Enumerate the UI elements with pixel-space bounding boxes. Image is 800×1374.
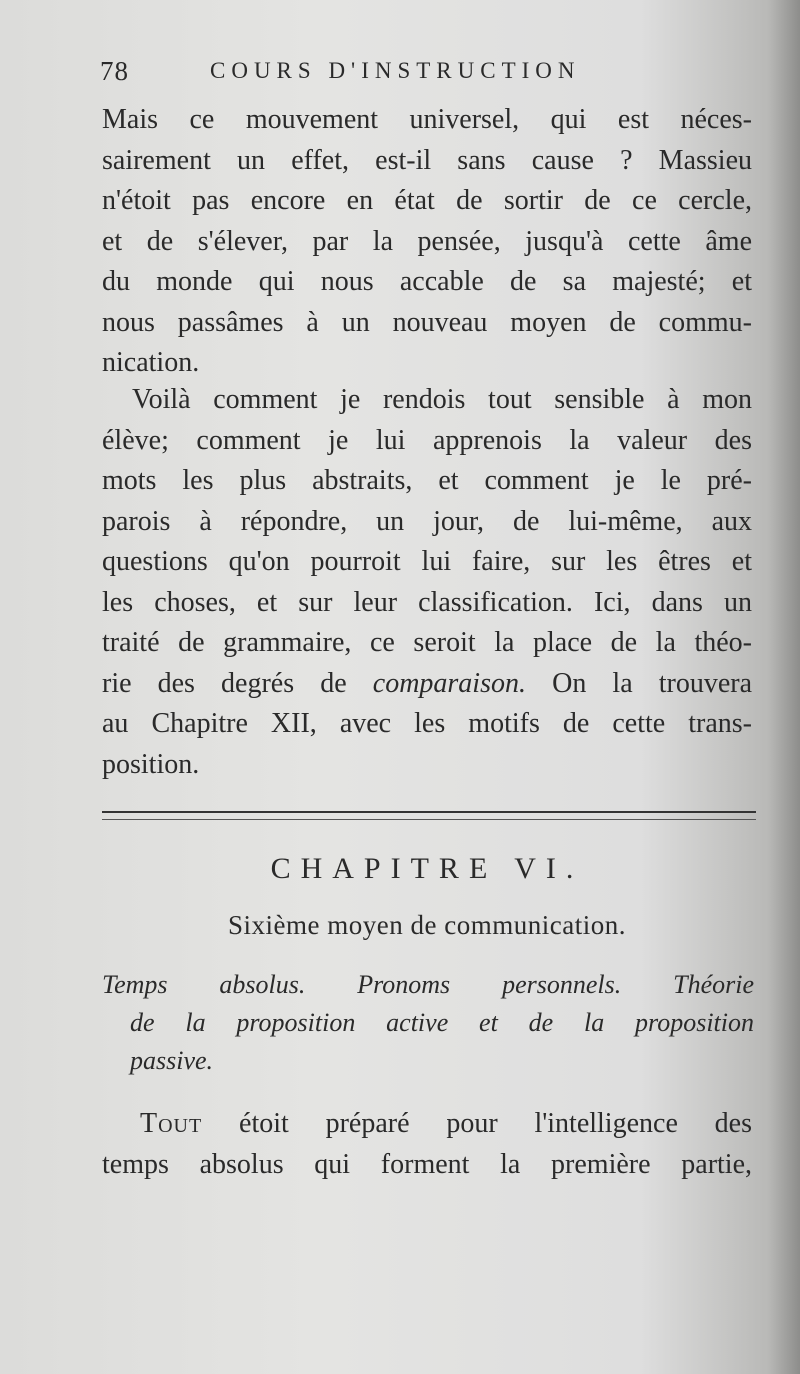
running-title: COURS D'INSTRUCTION	[210, 58, 581, 83]
text-line: élève; comment je lui apprenois la valeur des	[102, 424, 752, 456]
page-number: 78	[100, 56, 129, 86]
text-line: Voilà comment je rendois tout sensible à mon	[132, 384, 752, 415]
chapter-divider	[102, 811, 756, 820]
text-line: parois à répondre, un jour, de lui-même, aux	[102, 505, 752, 537]
paragraph-1	[102, 100, 752, 384]
text-segment: rie des degrés de	[102, 667, 373, 699]
text-line: sairement un effet, est-il sans cause ? Massieu	[102, 144, 752, 176]
text-line: position.	[102, 748, 200, 780]
text-line: mots les plus abstraits, et comment je le pré-	[102, 465, 752, 496]
text-line: nous passâmes à un nouveau moyen de commu-	[102, 306, 752, 338]
text-line: temps absolus qui forment la première partie,	[102, 1148, 752, 1180]
text-segment: On la trouvera	[526, 667, 753, 699]
text-line	[102, 1104, 752, 1145]
text-line: les choses, et sur leur classification. Ici, dans un	[102, 586, 752, 618]
text-line: n'étoit pas encore en état de sortir de ce cercle,	[102, 185, 752, 216]
text-line: nication.	[102, 347, 200, 378]
text-line: traité de grammaire, ce seroit la place de la théo-	[102, 627, 752, 658]
chapter-subtitle: Sixième moyen de communication.	[228, 910, 626, 940]
text-segment: étoit préparé pour l'intelligence des	[202, 1108, 752, 1139]
running-head	[100, 56, 760, 96]
opening-word: Tout	[140, 1108, 203, 1139]
paragraph-3	[102, 1104, 752, 1185]
text-line	[102, 664, 752, 705]
summary-line: Temps absolus. Pronoms personnels. Théorie	[102, 970, 754, 999]
text-line: et de s'élever, par la pensée, jusqu'à cette âme	[102, 225, 752, 257]
chapter-summary	[102, 966, 754, 1080]
text-line: du monde qui nous accable de sa majesté; et	[102, 266, 752, 297]
chapter-heading: CHAPITRE VI.	[270, 852, 584, 885]
italic-term: comparaison.	[372, 667, 526, 699]
summary-line: passive.	[130, 1046, 214, 1075]
summary-line: de la proposition active et de la proposition	[130, 1008, 754, 1037]
text-line: questions qu'on pourroit lui faire, sur les êtres et	[102, 546, 752, 577]
text-line: au Chapitre XII, avec les motifs de cette trans-	[102, 708, 752, 739]
paragraph-2	[102, 380, 752, 785]
text-line: Mais ce mouvement universel, qui est néces-	[102, 104, 752, 135]
